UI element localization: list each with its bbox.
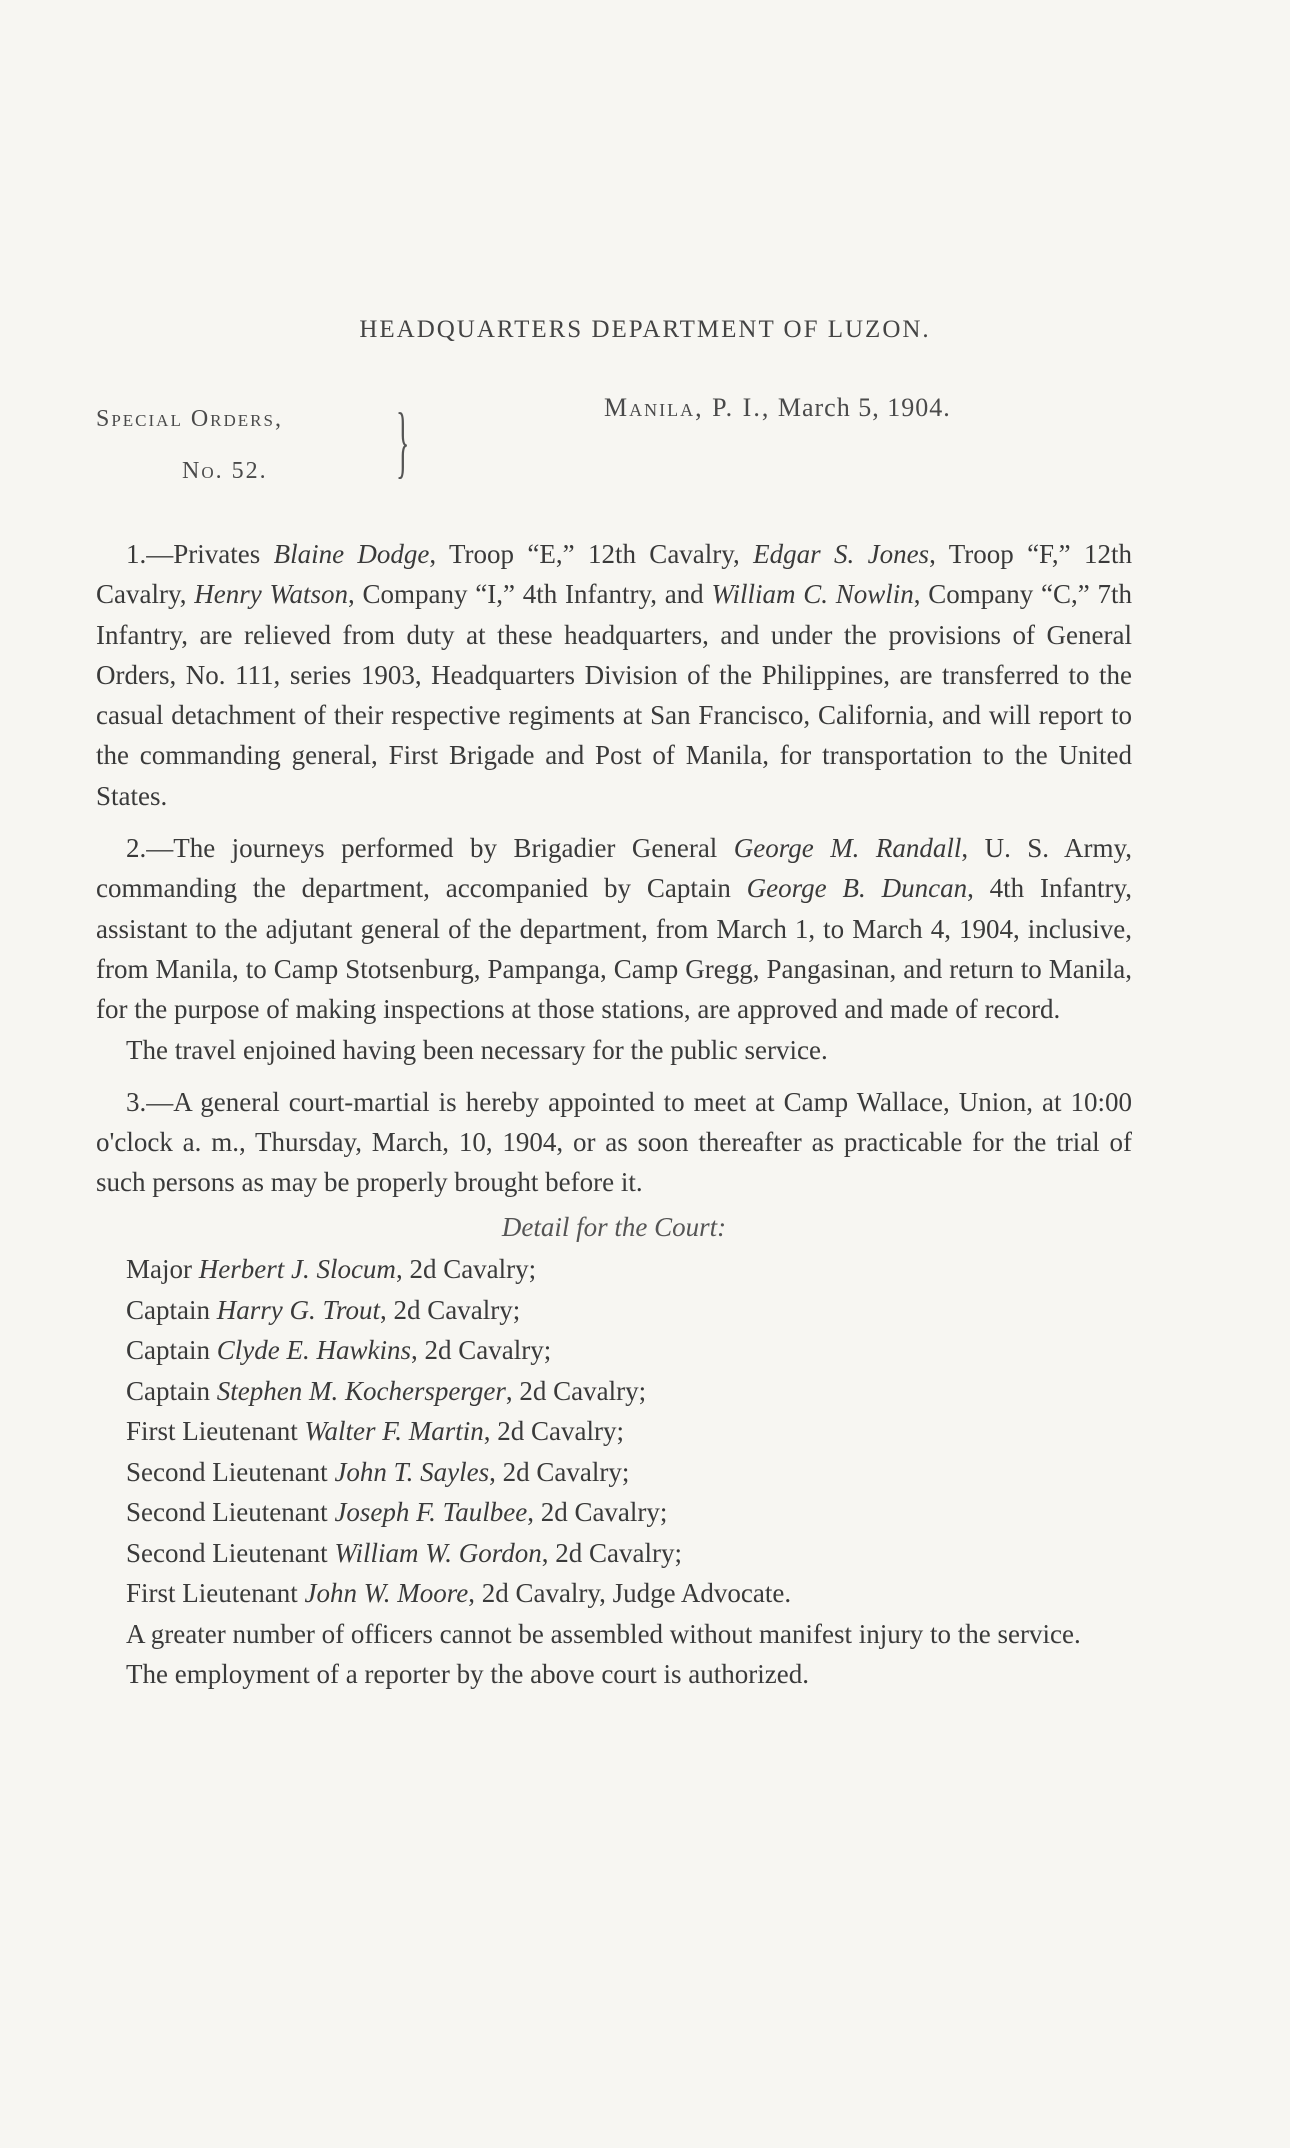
- member-rank: Second Lieutenant: [126, 1456, 335, 1487]
- paragraph-1-text: , Troop “F,” 12th Cavalry,: [96, 539, 1132, 610]
- court-member: [96, 1492, 1132, 1533]
- member-rank: Captain: [126, 1335, 217, 1366]
- member-rank: First Lieutenant: [126, 1416, 305, 1447]
- person-name: William C. Nowlin: [711, 579, 914, 610]
- member-name: William W. Gordon: [334, 1537, 542, 1568]
- page-title: HEADQUARTERS DEPARTMENT OF LUZON.: [359, 316, 931, 343]
- member-unit: , 2d Cavalry;: [527, 1497, 668, 1528]
- person-name: Edgar S. Jones: [753, 539, 930, 569]
- member-rank: Major: [126, 1254, 199, 1285]
- member-unit: , 2d Cavalry;: [395, 1254, 537, 1285]
- member-name: Harry G. Trout: [216, 1294, 381, 1325]
- person-name: Blaine Dodge: [273, 539, 430, 569]
- closing-line-1: A greater number of officers cannot be assembled without manifest injury to the service.: [126, 1618, 1081, 1649]
- paragraph-2: [96, 828, 1132, 1029]
- closing-line-2: The employment of a reporter by the above court is authorized.: [126, 1658, 810, 1689]
- paragraph-1-text: , Company “C,” 7th Infantry, are relieved from duty at these headquarters, and under the provisions of General Orders, No. 111, series 1903, Headquarters Division of the Philippines, are transferred to the casual detachment of their respective regiments at San Francisco, California, and will report to the commanding general, First Brigade and Post of Manila, for transportation to the United States.: [96, 579, 1132, 811]
- member-unit: , 2d Cavalry;: [410, 1335, 552, 1366]
- paragraph-2-text: , U. S. Army, commanding the department, accompanied by Captain: [96, 833, 1132, 904]
- paragraph-2-followup: The travel enjoined having been necessary for the public service.: [126, 1034, 828, 1065]
- order-label: Special Orders,: [96, 406, 283, 432]
- member-name: Walter F. Martin: [304, 1416, 484, 1447]
- member-rank: First Lieutenant: [126, 1578, 305, 1609]
- order-place-date: [604, 393, 951, 423]
- paragraph-1-text: 1.—Privates: [126, 539, 274, 569]
- member-unit: , 2d Cavalry;: [505, 1375, 647, 1406]
- paragraph-1: [96, 534, 1132, 816]
- member-name: Stephen M. Kochersperger: [216, 1375, 506, 1406]
- brace-glyph: }: [396, 398, 410, 486]
- member-rank: Captain: [126, 1294, 217, 1325]
- member-unit: , 2d Cavalry;: [489, 1456, 630, 1487]
- person-name: George M. Randall: [733, 833, 962, 864]
- member-unit: , 2d Cavalry;: [541, 1537, 682, 1568]
- member-rank: Captain: [126, 1375, 217, 1406]
- court-member: [96, 1452, 1132, 1493]
- detail-heading: Detail for the Court:: [501, 1211, 727, 1242]
- paragraph-2-text: 2.—The journeys performed by Brigadier General: [126, 833, 734, 864]
- member-name: Herbert J. Slocum: [198, 1254, 396, 1285]
- court-member: [96, 1330, 1132, 1371]
- person-name: Henry Watson: [194, 579, 348, 610]
- member-name: Joseph F. Taulbee: [334, 1497, 528, 1528]
- court-member: [96, 1290, 1132, 1331]
- order-number: No. 52.: [182, 458, 268, 484]
- court-member: [96, 1411, 1132, 1452]
- court-member: [96, 1573, 1132, 1614]
- member-rank: Second Lieutenant: [126, 1497, 335, 1528]
- order-body: [96, 534, 1132, 1694]
- court-members-list: [96, 1249, 1132, 1614]
- order-place: Manila, P. I.,: [604, 393, 771, 422]
- court-member: [96, 1371, 1132, 1412]
- member-name: John W. Moore: [304, 1578, 469, 1609]
- member-rank: Second Lieutenant: [126, 1537, 335, 1568]
- paragraph-1-text: , Company “I,” 4th Infantry, and: [348, 579, 712, 610]
- paragraph-1-text: , Troop “E,” 12th Cavalry,: [429, 539, 754, 569]
- member-unit: , 2d Cavalry;: [380, 1294, 521, 1325]
- paragraph-2-text: , 4th Infantry, assistant to the adjutant general of the department, from March 1, to March 4, 1904, inclusive, from Manila, to Camp Stotsenburg, Pampanga, Camp Gregg, Pangasinan, and return to Manila, for the purpose of making inspections at those stations, are approved and made of record.: [96, 873, 1132, 1025]
- court-member: [96, 1533, 1132, 1574]
- person-name: George B. Duncan: [746, 873, 968, 904]
- member-name: John T. Sayles: [334, 1456, 490, 1487]
- paragraph-3: 3.—A general court-martial is hereby appointed to meet at Camp Wallace, Union, at 10:00 o'clock a. m., Thursday, March, 10, 1904, or as soon thereafter as practicable for the trial of such persons as may be properly brought before it.: [96, 1086, 1132, 1198]
- court-member: [96, 1249, 1132, 1290]
- order-designation: [96, 393, 283, 497]
- member-unit: , 2d Cavalry, Judge Advocate.: [468, 1578, 792, 1609]
- member-name: Clyde E. Hawkins: [216, 1335, 411, 1366]
- order-date: March 5, 1904.: [777, 393, 951, 422]
- member-unit: , 2d Cavalry;: [483, 1416, 624, 1447]
